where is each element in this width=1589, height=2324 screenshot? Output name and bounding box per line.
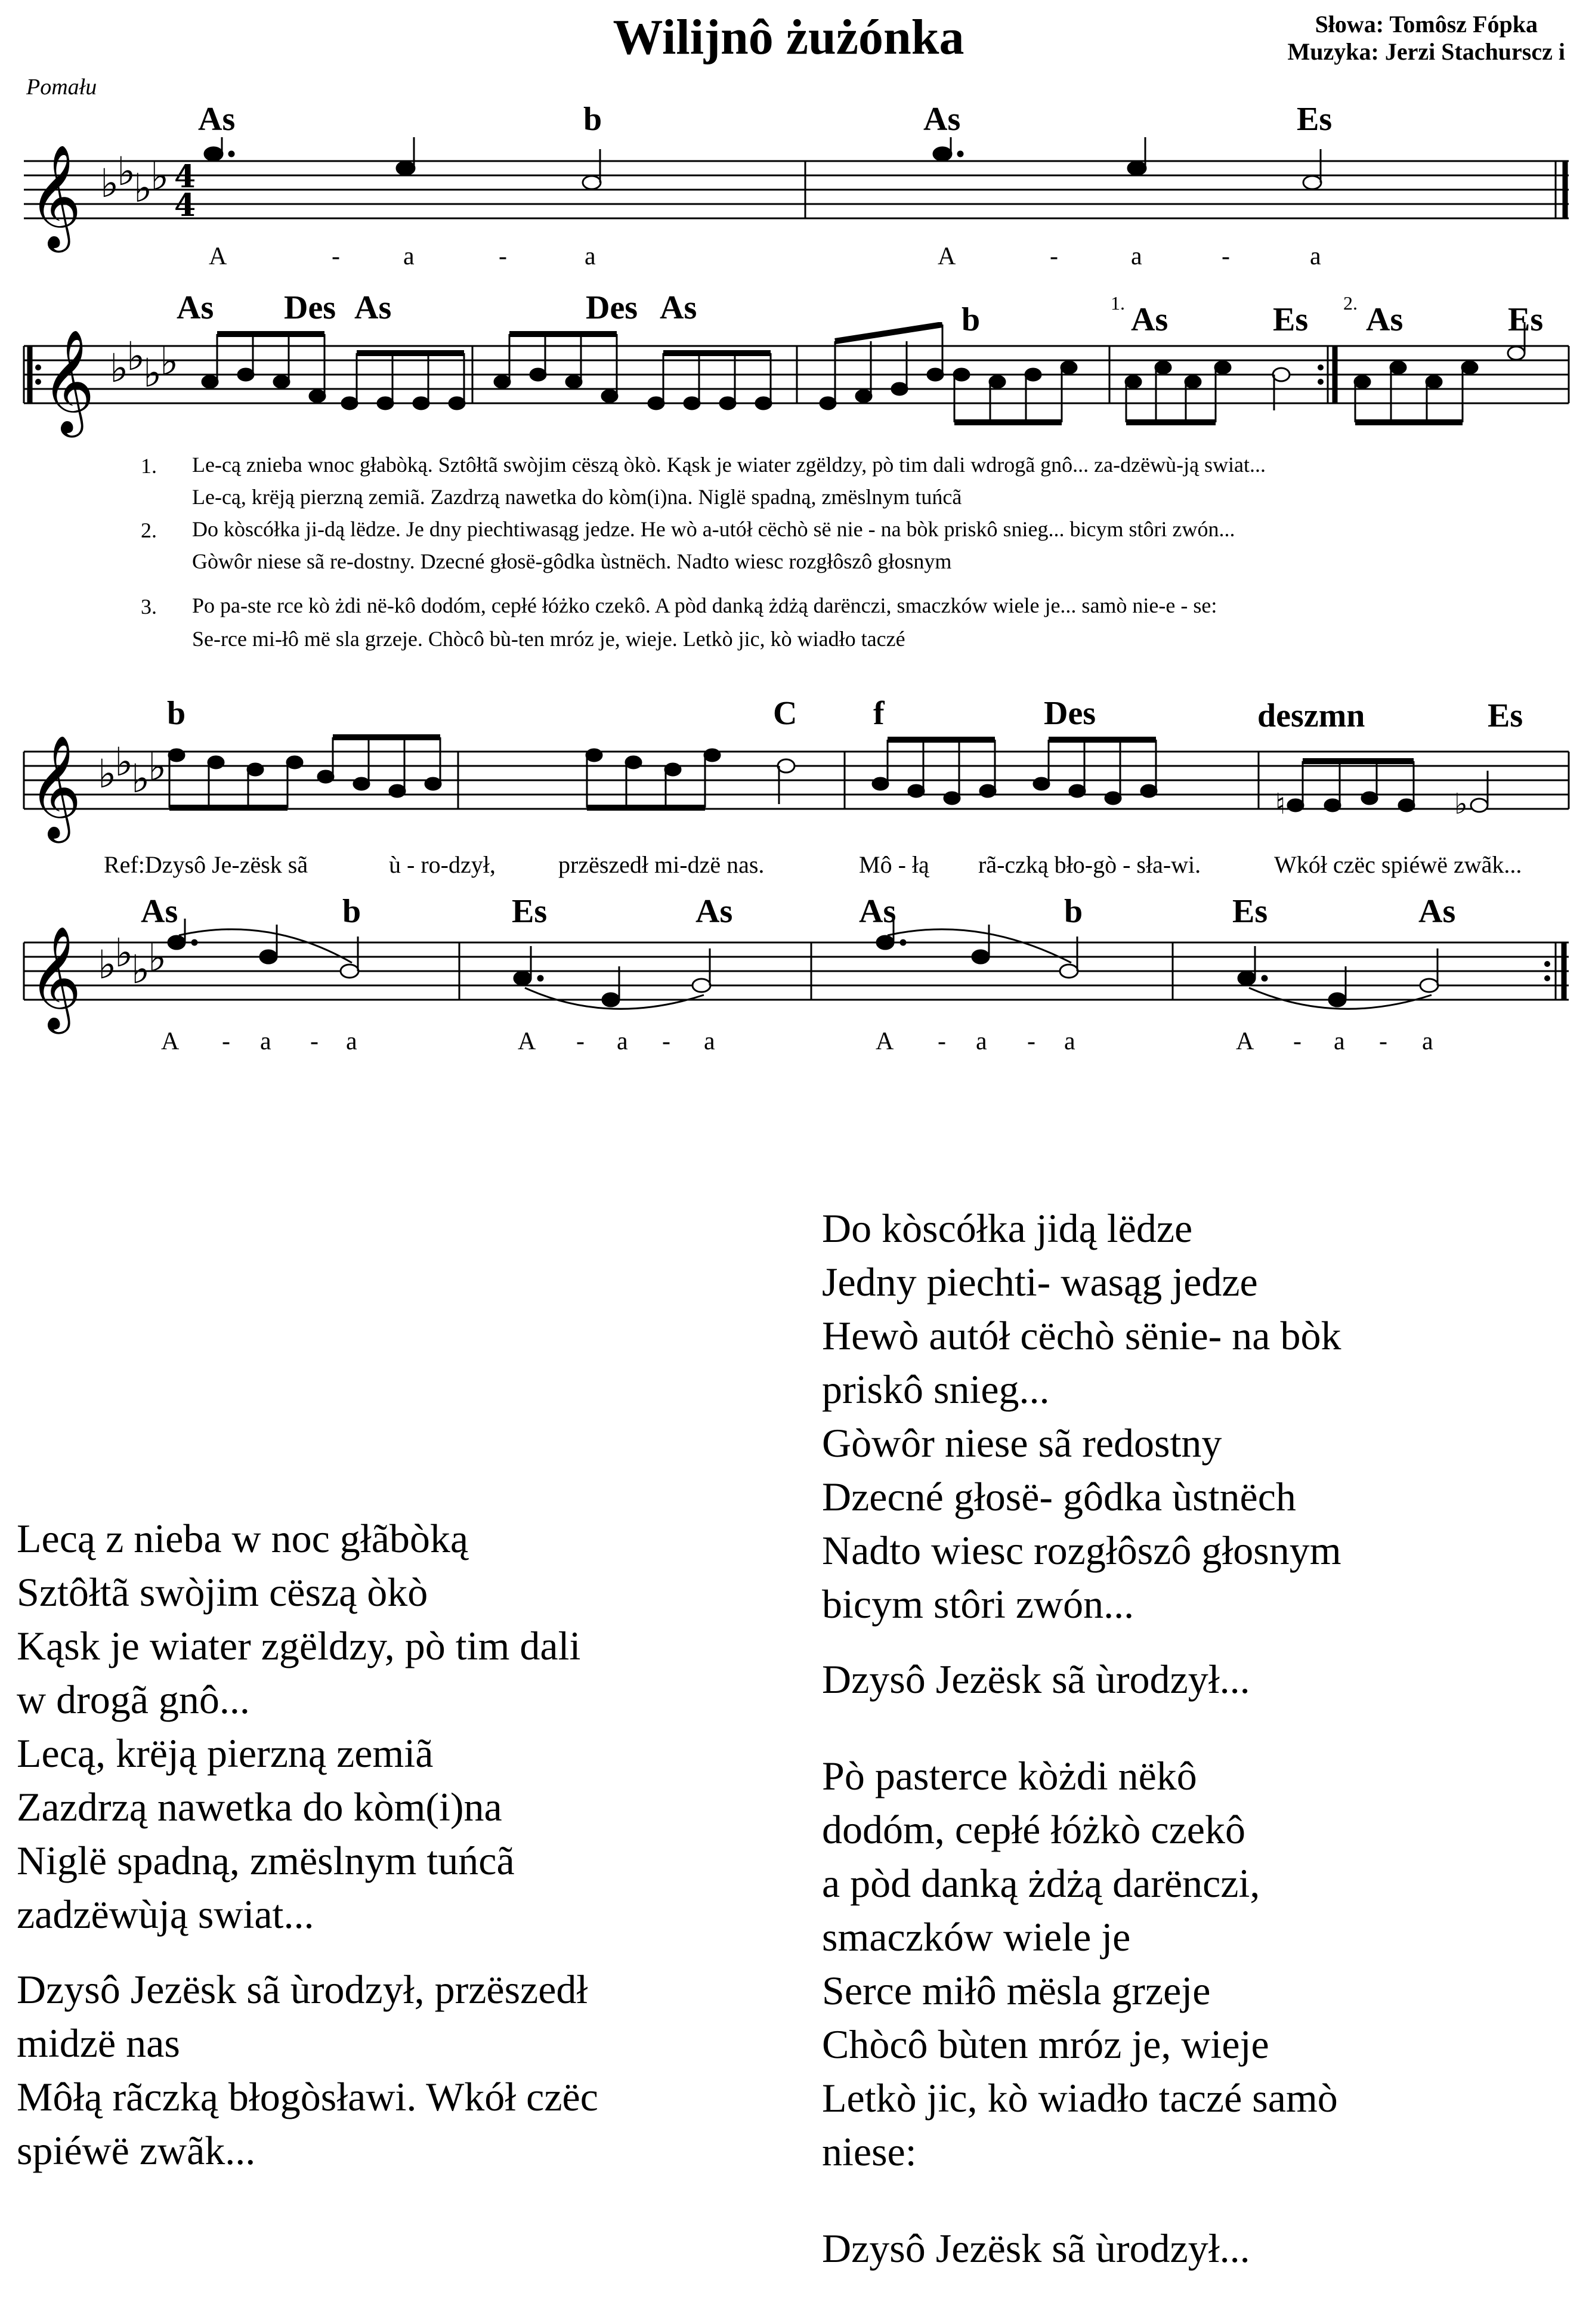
lyric-syllable: - bbox=[1222, 243, 1230, 270]
music-credit: Muzyka: Jerzi Stachurscz i bbox=[1287, 38, 1565, 65]
lyric-syllable: a bbox=[1131, 243, 1142, 270]
lyric-syllable: - bbox=[1050, 243, 1058, 270]
stanza-line: w drogã gnô... bbox=[17, 1677, 250, 1722]
stanza-line: Nadto wiesc rozgłôszô głosnym bbox=[822, 1528, 1341, 1573]
refrain-lyric: przëszedł mi-dzë nas. bbox=[558, 851, 765, 878]
stanza-line: Pò pasterce kòżdi nëkô bbox=[822, 1753, 1197, 1798]
stanza-line: Sztôłtã swòjim cëszą òkò bbox=[17, 1569, 428, 1615]
chord: b bbox=[342, 893, 361, 930]
chord: As bbox=[198, 101, 236, 138]
chord: As bbox=[695, 893, 733, 930]
lyric-syllable: a bbox=[1334, 1028, 1345, 1055]
chord: As bbox=[859, 893, 896, 930]
lyric-syllable: - bbox=[499, 243, 507, 270]
stanza-line: Jedny piechti- wasąg jedze bbox=[822, 1259, 1258, 1305]
staff-2 bbox=[0, 322, 1589, 441]
lyric-syllable: a bbox=[1064, 1028, 1075, 1055]
lyrics-left-column bbox=[17, 1512, 598, 2177]
chord: Es bbox=[1232, 893, 1268, 930]
chord: As bbox=[923, 101, 961, 138]
stanza-line: Do kòscółka jidą lëdze bbox=[822, 1206, 1193, 1251]
stanza-line: Letkò jic, kò wiadło taczé samò bbox=[822, 2075, 1338, 2121]
treble-clef-icon: 𝄞 bbox=[42, 329, 95, 433]
stanza-line: Serce miłô mësla grzeje bbox=[822, 1968, 1211, 2013]
lyric-syllable: - bbox=[222, 1028, 230, 1055]
chord: Es bbox=[512, 893, 548, 930]
svg-text:♭: ♭ bbox=[98, 942, 117, 988]
stanza-line: priskô snieg... bbox=[822, 1367, 1050, 1412]
verse-number: 3. bbox=[141, 595, 157, 619]
lyric-syllable: A bbox=[518, 1028, 536, 1055]
refrain-line: spiéwë zwãk... bbox=[17, 2128, 256, 2173]
stanza-line: zadzëwùją swiat... bbox=[17, 1892, 314, 1937]
verse-line: Le-cą znieba wnoc głabòką. Sztôłtã swòjim cëszą òkò. Kąsk je wiater zgëldzy, pò tim dali wdrogã gnô... za-dzëwù-ją swiat... bbox=[192, 453, 1266, 477]
lyric-syllable: A bbox=[938, 243, 956, 270]
credits bbox=[1288, 11, 1565, 66]
verse-line: Gòwôr niese sã re-dostny. Dzecné głosë-gôdka ùstnëch. Nadto wiesc rozgłôszô głosnym bbox=[192, 549, 952, 573]
svg-text:♭: ♭ bbox=[160, 338, 179, 384]
lyric-syllable: - bbox=[310, 1028, 319, 1055]
treble-clef-icon: 𝄞 bbox=[29, 926, 82, 1030]
stanza-line: Lecą, krëją pierzną zemiã bbox=[17, 1730, 434, 1776]
svg-text:♮: ♮ bbox=[1275, 787, 1286, 821]
svg-text:♭: ♭ bbox=[115, 930, 134, 976]
svg-text:♭: ♭ bbox=[150, 153, 169, 199]
lyric-syllable: a bbox=[704, 1028, 715, 1055]
refrain-line: Dzysô Jezësk sã ùrodzył... bbox=[822, 1657, 1250, 1702]
stanza-line: Zazdrzą nawetka do kòm(i)na bbox=[17, 1784, 502, 1829]
refrain-line: Dzysô Jezësk sã ùrodzył... bbox=[822, 2226, 1250, 2271]
chord: As bbox=[177, 289, 214, 326]
volta-1-label: 1. bbox=[1111, 292, 1125, 314]
svg-text:♭: ♭ bbox=[131, 947, 150, 993]
lyric-syllable: a bbox=[1310, 243, 1321, 270]
svg-text:♭: ♭ bbox=[148, 935, 167, 981]
lyric-syllable: - bbox=[1027, 1028, 1035, 1055]
svg-text:♭: ♭ bbox=[134, 165, 153, 211]
refrain-lyric: Mô - łą bbox=[859, 851, 929, 878]
lyric-syllable: - bbox=[332, 243, 340, 270]
chord: Es bbox=[1488, 697, 1523, 734]
chord: As bbox=[141, 893, 178, 930]
volta-2-label: 2. bbox=[1343, 292, 1358, 314]
chord: Es bbox=[1273, 301, 1309, 338]
svg-text:4: 4 bbox=[174, 187, 196, 224]
staff-4 bbox=[0, 919, 1589, 1038]
stanza-line: bicym stôri zwón... bbox=[822, 1581, 1134, 1627]
refrain-lyric: Ref:Dzysô Je-zësk sã bbox=[104, 851, 308, 878]
svg-text:♭: ♭ bbox=[98, 751, 117, 797]
lyric-syllable: A bbox=[1236, 1028, 1254, 1055]
chord: As bbox=[1418, 893, 1456, 930]
chord: f bbox=[873, 695, 885, 732]
verse-number: 2. bbox=[141, 518, 157, 542]
lyric-syllable: a bbox=[585, 243, 596, 270]
stanza-line: Hewò autół cëchò sënie- na bòk bbox=[822, 1313, 1341, 1358]
refrain-line: Môłą rãczką błogòsławi. Wkół czëc bbox=[17, 2074, 598, 2119]
lyric-syllable: A bbox=[209, 243, 227, 270]
lyric-syllable: a bbox=[403, 243, 415, 270]
chord: deszmn bbox=[1257, 697, 1365, 734]
svg-text:♭: ♭ bbox=[131, 756, 150, 802]
chord: Des bbox=[586, 289, 638, 326]
treble-clef-icon: 𝄞 bbox=[29, 735, 82, 839]
chord: b bbox=[1064, 893, 1083, 930]
verse-line: Le-cą, krëją pierzną zemiã. Zazdrzą nawetka do kòm(i)na. Niglë spadną, zmëslnym tuńcã bbox=[192, 485, 962, 509]
song-title: Wilijnô żużónka bbox=[613, 10, 964, 65]
svg-text:♭: ♭ bbox=[100, 160, 119, 206]
lyric-syllable: a bbox=[260, 1028, 271, 1055]
lyric-syllable: a bbox=[617, 1028, 628, 1055]
chord: As bbox=[1366, 301, 1403, 338]
stanza-line: a pòd danką żdżą darënczi, bbox=[822, 1861, 1260, 1906]
lyrics-right-column bbox=[822, 1201, 1341, 2275]
stanza-line: smaczków wiele je bbox=[822, 1914, 1131, 1960]
treble-clef-icon: 𝄞 bbox=[29, 144, 82, 248]
stanza-line: Niglë spadną, zmëslnym tuńcã bbox=[17, 1838, 515, 1883]
svg-text:♭: ♭ bbox=[1454, 787, 1468, 821]
refrain-lyric: rã-czką bło-gò - sła-wi. bbox=[978, 851, 1201, 878]
lyric-syllable: a bbox=[1422, 1028, 1433, 1055]
svg-text:♭: ♭ bbox=[110, 345, 129, 391]
chord: b bbox=[167, 695, 186, 732]
chord: Es bbox=[1297, 101, 1333, 138]
svg-text:4: 4 bbox=[174, 159, 196, 195]
svg-text:♭: ♭ bbox=[126, 333, 146, 379]
lyric-syllable: - bbox=[1379, 1028, 1387, 1055]
chord: b bbox=[962, 301, 981, 338]
stanza-line: niese: bbox=[822, 2129, 917, 2174]
staff-1 bbox=[0, 137, 1589, 256]
verse-line: Do kòscółka ji-dą lëdze. Je dny piechtiwasąg jedze. He wò a-utół cëchò së nie - na bòk priskô snieg... bicym stôri zwón... bbox=[192, 517, 1235, 541]
verse-line: Po pa-ste rce kò żdi në-kô dodóm, cepłé łóżko czekô. A pòd danką żdżą darënczi, smaczków wiele je... samò nie-e - se: bbox=[192, 594, 1217, 617]
stanza-line: Chòcô bùten mróz je, wieje bbox=[822, 2022, 1269, 2067]
stanza-line: Gòwôr niese sã redostny bbox=[822, 1420, 1222, 1466]
lyric-syllable: a bbox=[346, 1028, 357, 1055]
verse-line: Se-rce mi-łô më sla grzeje. Chòcô bù-ten mróz je, wieje. Letkò jic, kò wiadło taczé bbox=[192, 627, 905, 651]
lyric-syllable: - bbox=[1293, 1028, 1302, 1055]
lyric-syllable: - bbox=[662, 1028, 670, 1055]
stanza-line: Kąsk je wiater zgëldzy, pò tim dali bbox=[17, 1623, 581, 1668]
svg-text:♭: ♭ bbox=[115, 739, 134, 785]
chord: As bbox=[354, 289, 392, 326]
refrain-lyric: Wkół czëc spiéwë zwãk... bbox=[1274, 851, 1522, 878]
chord: As bbox=[1131, 301, 1168, 338]
lyric-syllable: A bbox=[876, 1028, 894, 1055]
verse-number: 1. bbox=[141, 454, 157, 478]
refrain-lyric: ù - ro-dzył, bbox=[389, 851, 496, 878]
lyric-syllable: A bbox=[161, 1028, 180, 1055]
refrain-line: Dzysô Jezësk sã ùrodzył, przëszedł bbox=[17, 1967, 588, 2012]
staff-3 bbox=[0, 716, 1589, 847]
chord: Des bbox=[1044, 695, 1096, 732]
stanza-line: Lecą z nieba w noc głãbòką bbox=[17, 1516, 469, 1561]
chord: Es bbox=[1508, 301, 1544, 338]
lyrics-credit: Słowa: Tomôsz Fópka bbox=[1315, 11, 1538, 38]
chord: C bbox=[773, 695, 797, 732]
lyric-syllable: - bbox=[576, 1028, 585, 1055]
svg-text:♭: ♭ bbox=[148, 744, 167, 790]
chord: Des bbox=[284, 289, 336, 326]
chord: b bbox=[583, 101, 602, 138]
refrain-line: midzë nas bbox=[17, 2020, 180, 2066]
stanza-line: Dzecné głosë- gôdka ùstnëch bbox=[822, 1474, 1296, 1519]
svg-text:♭: ♭ bbox=[143, 350, 162, 396]
tempo-marking: Pomału bbox=[26, 75, 97, 100]
stanza-line: dodóm, cepłé łóżkò czekô bbox=[822, 1807, 1245, 1852]
chord: As bbox=[660, 289, 697, 326]
lyric-syllable: a bbox=[976, 1028, 987, 1055]
svg-text:♭: ♭ bbox=[117, 149, 136, 194]
lyric-syllable: - bbox=[938, 1028, 946, 1055]
